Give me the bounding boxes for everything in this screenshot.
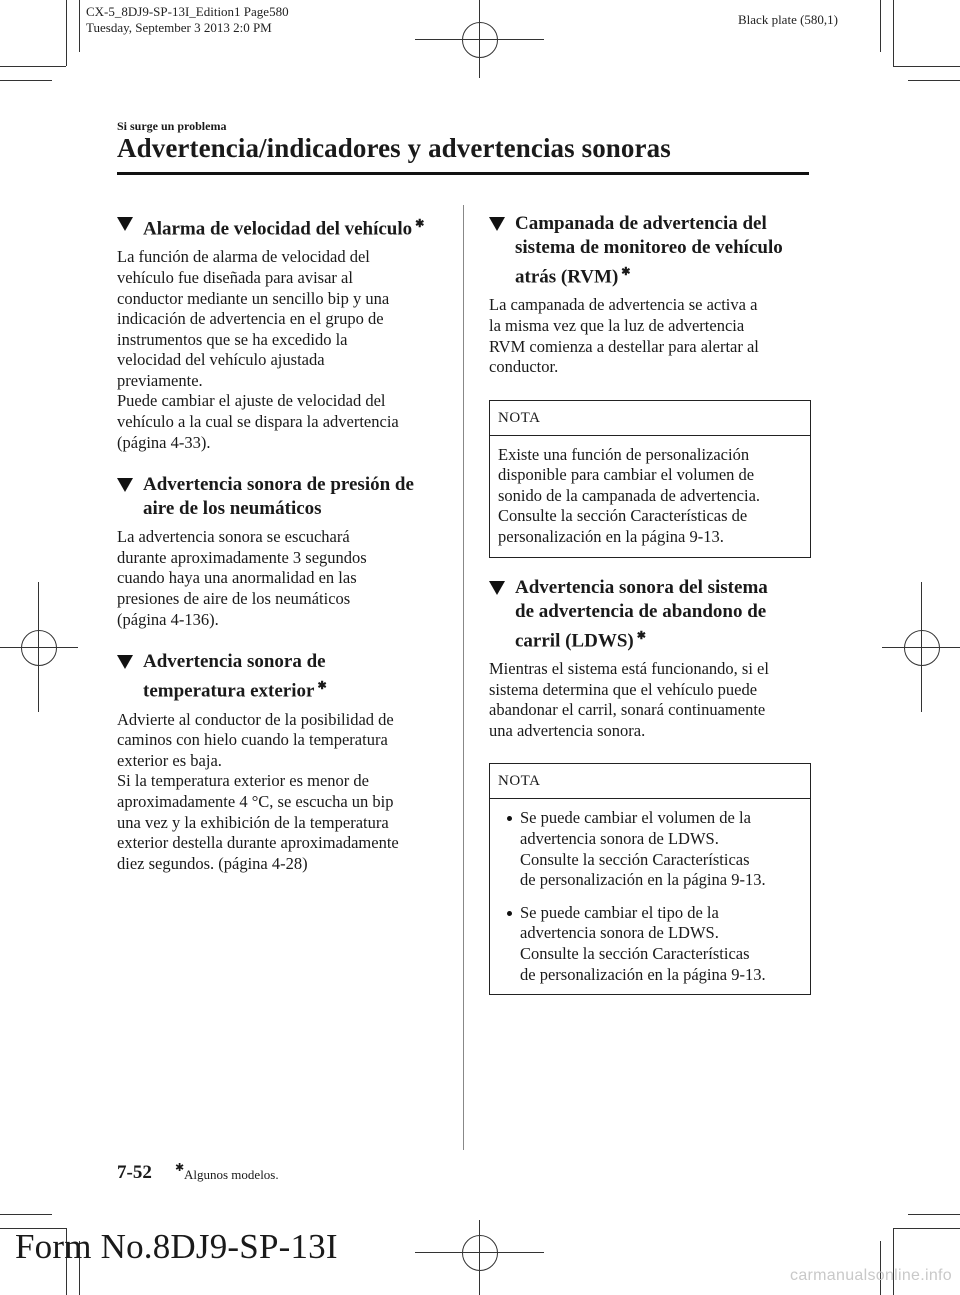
rvm-heading: Campanada de advertencia del sistema de monitoreo de vehículo atrás (RVM) ✱ — [489, 212, 811, 289]
column-divider — [463, 205, 464, 1150]
note-list-body — [490, 799, 810, 994]
triangle-marker-icon — [117, 478, 133, 492]
star-icon: ✱ — [175, 1162, 185, 1174]
star-icon: ✱ — [415, 218, 425, 230]
left-column — [117, 212, 442, 874]
watermark: carmanualsonline.info — [790, 1267, 952, 1284]
speed-alarm-text: La función de alarma de velocidad del vehículo fue diseñada para avisar al conductor mediante un sencillo bip y una indicación de advertencia en el grupo de instrumentos que se ha excedido la velocidad del vehículo ajustada previamente. Puede cambiar el ajuste de velocidad del vehículo a la cual se dispara la advertencia (página 4-33). — [117, 247, 399, 452]
rvm-text: La campanada de advertencia se activa a la misma vez que la luz de advertencia RVM comienza a destellar para alertar al conductor. — [489, 295, 759, 377]
outside-temp-heading: Advertencia sonora de temperatura exterior ✱ — [117, 650, 442, 703]
rvm-note-box — [489, 400, 811, 558]
star-icon: ✱ — [621, 266, 631, 278]
triangle-marker-icon — [117, 217, 133, 231]
right-column — [489, 212, 811, 995]
note-title: NOTA — [490, 401, 810, 436]
bullet-icon — [507, 911, 512, 916]
section-label: Si surge un problema — [117, 119, 227, 133]
speed-alarm-heading-text: Alarma de velocidad del vehículo — [143, 218, 413, 240]
tire-pressure-text: La advertencia sonora se escuchará durante aproximadamente 3 segundos cuando haya una anormalidad en las presiones de aire de los neumáticos (página 4-136). — [117, 527, 367, 629]
print-meta-line2: Tuesday, September 3 2013 2:0 PM — [86, 20, 272, 35]
triangle-marker-icon — [117, 655, 133, 669]
speed-alarm-section — [117, 212, 442, 453]
ldws-text: Mientras el sistema está funcionando, si el sistema determina que el vehículo puede abandonar el carril, sonará continuamente una advertencia sonora. — [489, 659, 769, 740]
star-icon: ✱ — [317, 680, 327, 693]
outside-temp-text: Advierte al conductor de la posibilidad de caminos con hielo cuando la temperatura exterior es baja. Si la temperatura exterior es menor de aproximadamente 4 °C, se escucha un bip una vez y la exhibición de la temperatura exterior destella durante aproximadamente diez segundos. (página 4-28) — [117, 709, 399, 873]
plate-label: Black plate (580,1) — [738, 12, 838, 27]
print-meta — [86, 4, 289, 36]
outside-temp-section — [117, 650, 442, 874]
rvm-section — [489, 212, 811, 558]
list-item: Se puede cambiar el tipo de la advertencia sonora de LDWS. Consulte la sección Características de personalización en la página 9-13. — [498, 903, 802, 985]
note-text: Existe una función de personalización disponible para cambiar el volumen de sonido de la campanada de advertencia. Consulte la sección Características de personalización en la página 9-13. — [498, 444, 761, 547]
form-number: Form No.8DJ9-SP-13I — [15, 1227, 338, 1266]
page-title: Advertencia/indicadores y advertencias sonoras — [117, 133, 671, 163]
note-list — [498, 808, 802, 985]
triangle-marker-icon — [489, 581, 505, 595]
page-number: 7-52 — [117, 1162, 152, 1183]
tire-pressure-heading: Advertencia sonora de presión de aire de los neumáticos — [117, 473, 442, 521]
ldws-heading: Advertencia sonora del sistema de advertencia de abandono de carril (LDWS) ✱ — [489, 576, 811, 653]
star-icon: ✱ — [636, 629, 646, 642]
note-title: NOTA — [490, 764, 810, 799]
speed-alarm-heading — [117, 212, 442, 241]
triangle-marker-icon — [489, 217, 505, 231]
footnote: Algunos modelos. — [184, 1167, 279, 1182]
print-meta-line1: CX-5_8DJ9-SP-13I_Edition1 Page580 — [86, 4, 289, 19]
title-rule — [117, 172, 809, 175]
list-item: Se puede cambiar el volumen de la advertencia sonora de LDWS. Consulte la sección Características de personalización en la página 9-13. — [498, 808, 802, 890]
ldws-section — [489, 576, 811, 995]
ldws-note-box — [489, 763, 811, 995]
tire-pressure-section — [117, 473, 442, 630]
bullet-icon — [507, 816, 512, 821]
